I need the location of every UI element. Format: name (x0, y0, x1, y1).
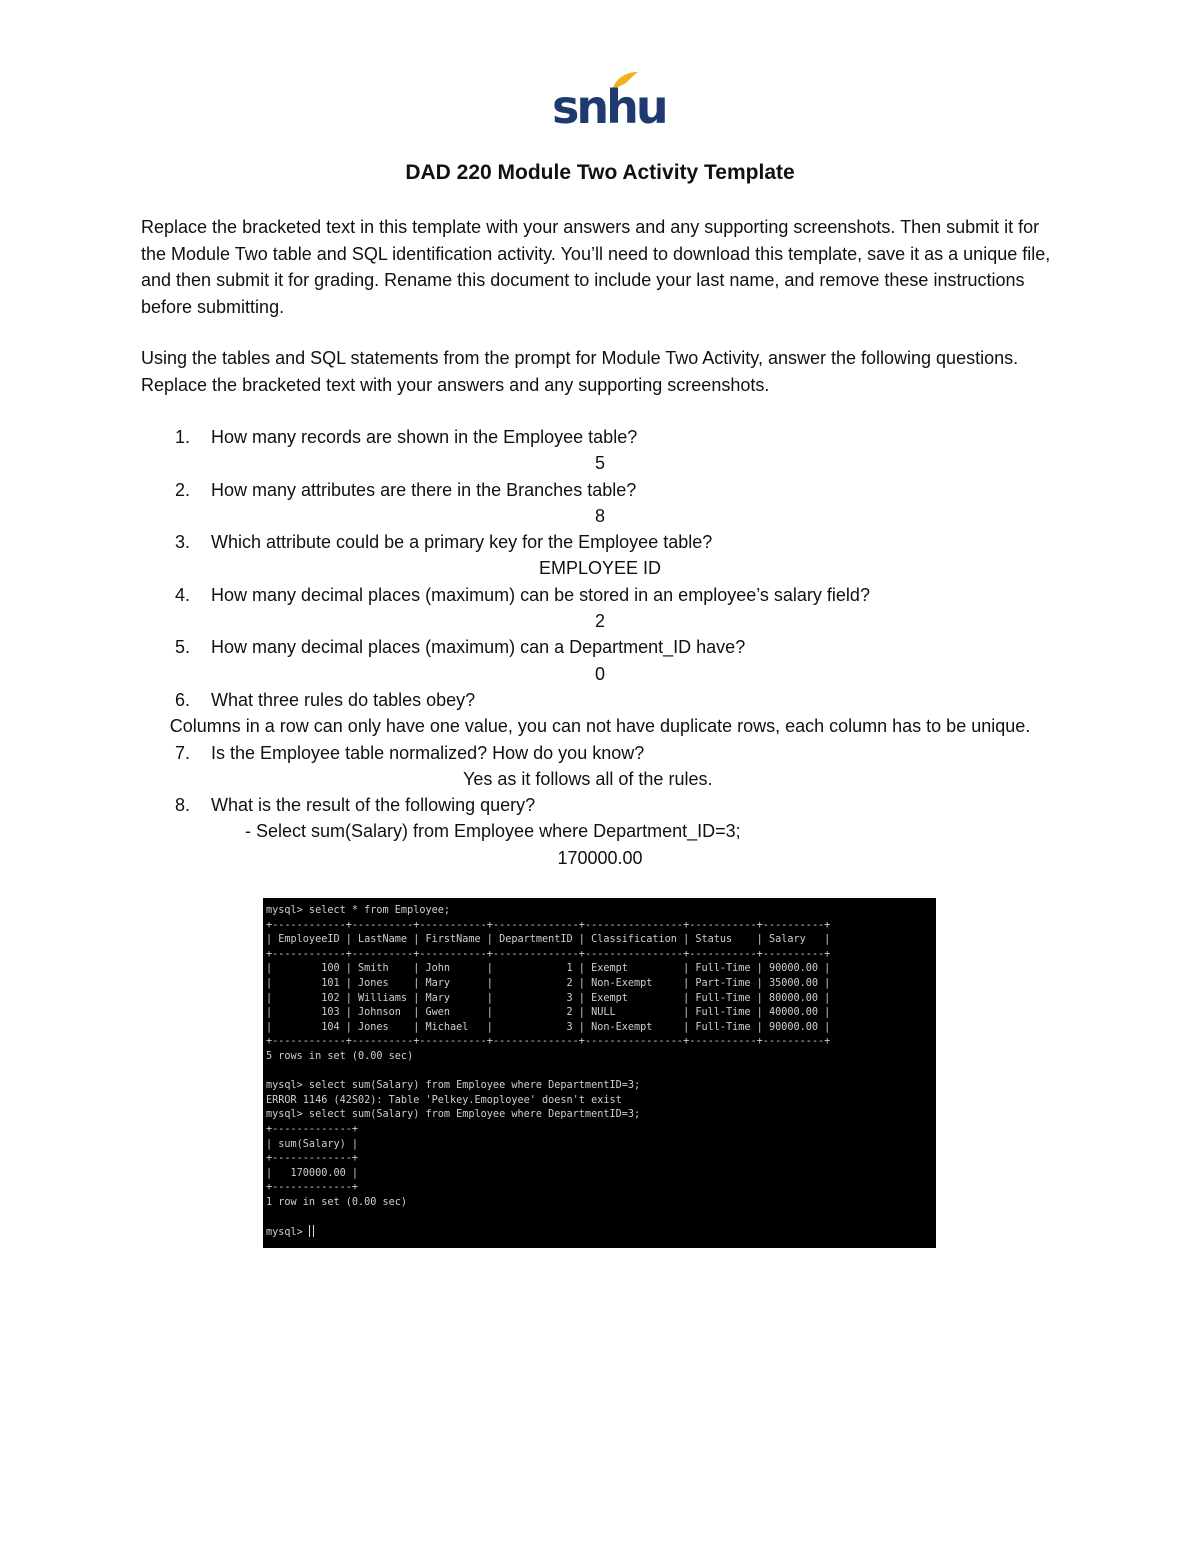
answer-3: EMPLOYEE ID (538, 558, 662, 579)
question-2 (141, 477, 1061, 503)
terminal-line: mysql> select * from Employee; (266, 905, 451, 916)
terminal-line: | 103 | Johnson | Gwen | 2 | NULL | Full-Time | 40000.00 | (266, 1007, 831, 1019)
question-number: 4. (175, 584, 191, 605)
terminal-line: | 104 | Jones | Michael | 3 | Non-Exempt | Full-Time | 90000.00 | (266, 1021, 831, 1033)
terminal-line: | 101 | Jones | Mary | 2 | Non-Exempt | Part-Time | 35000.00 | (266, 978, 831, 989)
question-text: How many decimal places (maximum) can a Department_ID have? (211, 637, 746, 658)
text-cursor (309, 1225, 314, 1237)
question-text: How many records are shown in the Employee table? (211, 427, 638, 447)
query-text: - Select sum(Salary) from Employee where Department_ID=3; (245, 821, 741, 842)
question-5 (141, 634, 1061, 660)
mysql-terminal-screenshot (263, 898, 936, 1248)
snhu-logo (552, 70, 666, 136)
terminal-line: ERROR 1146 (42S02): Table 'Pelkey.Emoployee' doesn't exist (266, 1094, 622, 1106)
terminal-line: | 170000.00 | (266, 1167, 359, 1179)
question-number: 1. (175, 427, 191, 447)
question-3 (141, 529, 1061, 555)
terminal-line: +-------------+ (266, 1153, 359, 1165)
answer-text: Yes as it follows all of the rules. (463, 768, 713, 789)
answer-2: 8 (594, 505, 605, 526)
question-text: How many decimal places (maximum) can be stored in an employee’s salary field? (211, 584, 870, 605)
intro-paragraph: Replace the bracketed text in this template with your answers and any supporting screenshots. Then submit it for the Module Two table and SQL identification activity. You’ll need to download this template, save it as a unique file, and then submit it for grading. Rename this document to include your last name, and remove these instructions before submitting. (141, 217, 1051, 317)
question-list (141, 424, 1061, 871)
question-number: 2. (175, 479, 191, 500)
document-title: DAD 220 Module Two Activity Template (405, 161, 795, 184)
terminal-line: +------------+----------+-----------+--------------+----------------+-----------+----------+ (266, 919, 831, 931)
question-7 (141, 740, 1061, 766)
question-8 (141, 792, 1061, 818)
answer-1: 5 (594, 453, 605, 474)
terminal-prompt: mysql> (266, 1227, 309, 1239)
query-line (141, 818, 1061, 844)
question-text: How many attributes are there in the Branches table? (211, 479, 637, 500)
terminal-line: | EmployeeID | LastName | FirstName | DepartmentID | Classification | Status | Salary | (266, 934, 831, 946)
logo-text: snhu (552, 80, 666, 134)
question-number: 7. (175, 742, 191, 763)
terminal-line: +------------+----------+-----------+--------------+----------------+-----------+----------+ (266, 948, 831, 960)
question-text: Which attribute could be a primary key for the Employee table? (211, 532, 713, 553)
question-number: 3. (175, 532, 191, 553)
answer-8: 170000.00 (557, 847, 643, 868)
question-text: Is the Employee table normalized? How do you know? (211, 742, 645, 763)
answer-4: 2 (594, 611, 605, 632)
answer-5: 0 (594, 663, 605, 684)
terminal-line: 1 row in set (0.00 sec) (266, 1197, 408, 1208)
question-number: 6. (175, 689, 191, 710)
terminal-line: | 100 | Smith | John | 1 | Exempt | Full-Time | 90000.00 | (266, 963, 831, 975)
terminal-prompt-line[interactable] (266, 1225, 314, 1240)
question-1 (141, 424, 1061, 450)
question-4 (141, 582, 1061, 608)
question-text: What is the result of the following query? (211, 795, 536, 816)
answer-6: Columns in a row can only have one value, you can not have duplicate rows, each column has to be unique. (169, 716, 1031, 737)
question-number: 5. (175, 637, 191, 658)
instructions-paragraph: Using the tables and SQL statements from the prompt for Module Two Activity, answer the following questions. Replace the bracketed text with your answers and any supporting screenshots. (141, 348, 1019, 395)
terminal-line: mysql> select sum(Salary) from Employee where DepartmentID=3; (266, 1080, 641, 1092)
terminal-line: 5 rows in set (0.00 sec) (266, 1051, 414, 1062)
terminal-line: mysql> select sum(Salary) from Employee where DepartmentID=3; (266, 1109, 641, 1121)
terminal-line: +-------------+ (266, 1124, 359, 1135)
question-6 (141, 687, 1061, 713)
question-number: 8. (175, 795, 191, 816)
terminal-line: | 102 | Williams | Mary | 3 | Exempt | Full-Time | 80000.00 | (266, 992, 831, 1004)
terminal-line: +-------------+ (266, 1182, 359, 1194)
terminal-line: | sum(Salary) | (266, 1138, 359, 1150)
question-text: What three rules do tables obey? (211, 689, 476, 710)
answer-7 (141, 766, 1061, 792)
terminal-line: +------------+----------+-----------+--------------+----------------+-----------+----------+ (266, 1036, 831, 1048)
